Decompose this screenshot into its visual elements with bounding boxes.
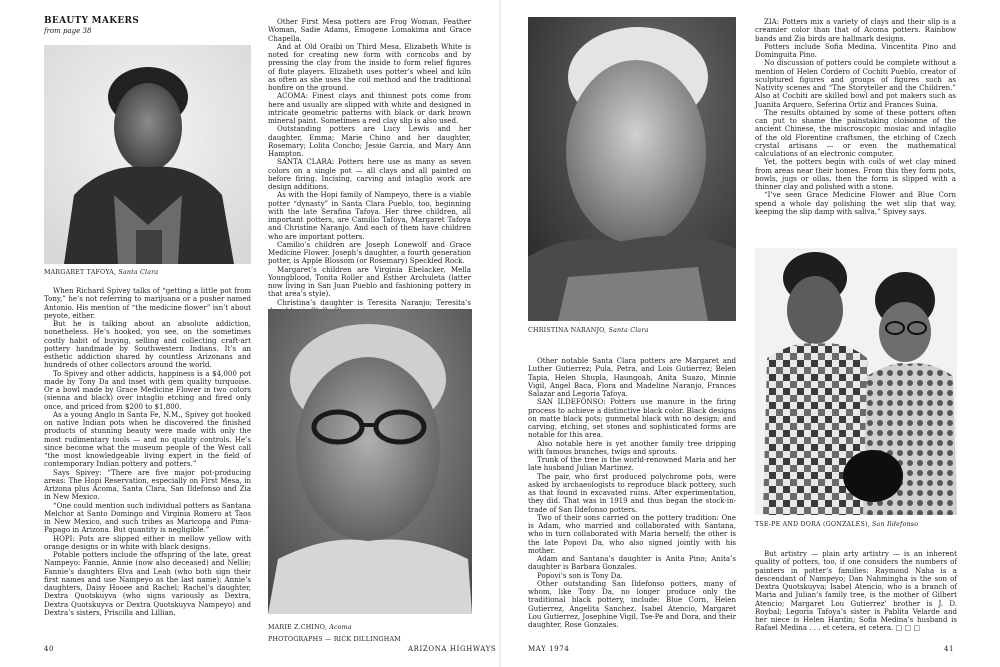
paragraph: “I’ve seen Grace Medicine Flower and Blue Corn spend a whole day polishing the wet slip that way, keeping the slip damp with saliva,” Spivey says. — [755, 190, 956, 216]
paragraph: And at Old Oraibi on Third Mesa, Elizabeth White is noted for creating new form with corncobs and by pressing the clay from the inside to form relief figures of flute players. Elizabeth uses potter’s wheel and kiln as often as she uses the coil method and the traditional bonfire on the ground. — [268, 41, 471, 92]
paragraph: Two of their sons carried on the pottery tradition: One is Adam, who married and collaborated with Santana, who in turn collaborated with Maria herself; the other is the late Popovi Da, who also signed jointly with his mother. — [528, 512, 736, 555]
paragraph: Popovi’s son is Tony Da. — [537, 570, 623, 580]
issue-date: MAY 1974 — [528, 645, 570, 653]
paragraph: Outstanding potters are Lucy Lewis and her daughter, Emma; Marie Chino and her daughter, Rosemary; Lolita Concho; Jessie Garcia, and Mary Ann Hampton. — [268, 124, 471, 158]
photo-tse-pe-and-dora — [755, 248, 957, 515]
caption-name: TSE-PE AND DORA (GONZALES), — [755, 521, 870, 528]
paragraph: Christina’s daughter is Teresita Naranjo; Teresita’s — [277, 297, 471, 307]
paragraph: As with the Hopi family of Nampeyo, there is a viable potter “dynasty” in Santa Clara Pueblo, too, beginning with the late Serafina Tafoya. Her three children, all important potters, are Camilio Tafoya, Margaret Tafoya and Christine Naranjo. And each of them have children who are important potters. — [268, 190, 471, 241]
paragraph: Camilio’s children are Joseph Lonewolf and Grace Medicine Flower. Joseph’s daughter, a fourth generation potter, is Apple Blossom (or Rosemary) Speckled Rock. — [268, 239, 471, 266]
paragraph: Other First Mesa potters are Frog Woman, Feather Woman, Sadie Adams, Emogene Lomakima and Grace Chapella. — [268, 17, 471, 43]
paragraph: When Richard Spivey talks of “getting a little pot from Tony,” he’s not referring to marijuana or a pusher named Antonio. His mention of “the medicine flower” isn’t about peyote, either. — [44, 286, 251, 320]
caption-place: Acoma — [329, 624, 352, 631]
paragraph: Margaret’s children are Virginia Ebelacker, Mella Youngblood, Tonita Roller and Esther Archuleta (latter now living in San Juan Pueblo and fashioning pottery in that area’s style). — [268, 264, 471, 299]
paragraph: HOPI: Pots are slipped either in mellow yellow with orange designs or in white with black designs. — [44, 533, 251, 551]
paragraph: To Spivey and other addicts, happiness is a $4,000 pot made by Tony Da and inset with gem quality turquoise. Or a bowl made by Grace Medicine Flower in two colors (sienna and black) over intaglio etching and fired only once, and priced from $200 to $1,800. — [44, 368, 251, 411]
caption-tse-pe-and-dora — [755, 521, 918, 528]
portrait-image — [44, 45, 251, 264]
paragraph: Adam and Santana’s daughter is Anita Pino; Anita’s daughter is Barbara Gonzales. — [528, 554, 736, 572]
caption-name: CHRISTINA NARANJO, — [528, 327, 607, 334]
caption-margaret-tafoya — [44, 269, 158, 276]
text-column-5 — [755, 550, 957, 633]
caption-marie-chino — [268, 624, 352, 631]
portrait-image — [268, 309, 472, 614]
page-number-left: 40 — [44, 645, 55, 653]
paragraph: The pair, who first produced polychrome pots, were asked by archaeologists to reproduce black pottery, such as that found in excavated ruins. After experimentation, they did. That was in 1919 and thus began the stock-in-trade of San Ildefonso potters. — [528, 471, 736, 514]
caption-christina-naranjo — [528, 327, 649, 334]
caption-place: San Ildefonso — [872, 521, 919, 528]
caption-place: Santa Clara — [608, 327, 649, 334]
text-column-3 — [528, 357, 736, 629]
paragraph: But artistry — plain arty artistry — is an inherent quality of potters, too, if one considers the numbers of painters in potter’s families: Raymond Naha is a descendant of Nampeyo; Dan Nahmingha is the son of Dextra Quotskuyva; Isabel Atencio, who is a branch of Maria and Julian’s family tree, is the mother of Gilbert Atencio; Margaret Lou Gutierrez’ brother is J. D. Roybal; Legoria Tafoya’s sister is Pablita Velarde and her niece is Helen Hardin; Sofia Medina’s husband is Rafael Medina . . . et cetera, et cetera. □ □ □ — [755, 549, 957, 633]
photo-credit: PHOTOGRAPHS — RICK DILLINGHAM — [268, 636, 401, 643]
continued-from: from page 38 — [44, 27, 92, 35]
page-number-right: 41 — [944, 645, 955, 653]
paragraph: Other outstanding San Ildefonso potters, many of whom, like Tony Da, no longer produce only the traditional black pottery, include: Blue Corn, Helen Gutierrez, Angelita Sanchez, Isabel Atencio, Margaret Lou Gutierrez, Josephine Vigil, Tse-Pe and Dora, and their daughter, Rose Gonzales. — [528, 578, 736, 629]
magazine-name: ARIZONA HIGHWAYS — [408, 645, 497, 653]
paragraph: SAN ILDEFONSO: Potters use manure in the firing process to achieve a distinctive black color. Black designs on matte black pots; gunmetal black with no design; and carving, etching, set stones and sophisticated forms are notable for this area. — [528, 397, 736, 440]
photo-marie-chino — [268, 309, 472, 614]
text-column-1 — [44, 287, 251, 617]
portrait-image — [528, 17, 736, 321]
paragraph: But he is talking about an absolute addiction, nonetheless. He’s hooked, you see, on the sometimes costly habit of buying, selling and collecting craft-art pottery handmade by Southwestern Indians. It’s an esthetic addiction shared by countless Arizonans and hundreds of other collectors around the world. — [44, 319, 251, 370]
paragraph: Potable potters include the offspring of the late, great Nampeyo: Fannie, Annie (now also deceased) and Nellie; Fannie’s daughters Elva and Leah (who both sign their first names and use Nampeyo as the last name); Annie’s daughters, Daisy Hooee and Rachel; Rachel’s daughter, Dextra Quotskuyva (who signs variously as Dextra, Dextra Quotskuyva or Dextra Quotskuyva Nampeyo) and Dextra’s sisters, Priscilla and Lillian. — [44, 550, 251, 617]
paragraph: “One could mention such individual potters as Santana Melchor at Santo Domingo and Virginia Romero at Taos in New Mexico, and such tribes as Maricopa and Pima-Papago in Arizona. But quantity is negligible.” — [44, 500, 251, 535]
paragraph: Other notable Santa Clara potters are Margaret and Luther Gutierrez; Pula, Petra, and Lois Gutierrez; Belen Tapia, Helen Shupla, Haungoah, Anita Suazo, Minnie Vigil, Angel Baca, Flora and Madeline Naranjo, Frances Salazar and Legoria Tafoya. — [528, 356, 736, 398]
text-column-4 — [755, 18, 956, 216]
text-column-2 — [268, 18, 471, 315]
page-gutter — [499, 0, 501, 667]
paragraph: Yet, the potters begin with coils of wet clay mined from areas near their homes. From this they form pots, bowls, jugs or ollas, then the form is slipped with a thinner clay and polished with a stone. — [755, 157, 956, 191]
paragraph: ACOMA: Finest clays and thinnest pots come from here and usually are slipped with white and designed in intricate geometric patterns with black or dark brown mineral paint. Sometimes a red clay slip is also used. — [268, 91, 471, 125]
paragraph: As a young Anglo in Santa Fe, N.M., Spivey got hooked on native Indian pots when he discovered the finished products of stunning beauty were made with only the most rudimentary tools — and no quality controls. He’s since become what the museum people of the West call “the most knowledgeable living expert in the field of contemporary Indian pottery and potters.” — [44, 409, 251, 469]
caption-name: MARIE Z.CHINO, — [268, 624, 327, 631]
paragraph: ZIA: Potters mix a variety of clays and their slip is a creamier color than that of Acoma potters. Rainbow bands and Zia birds are hallmark designs. — [755, 17, 956, 43]
article-title: BEAUTY MAKERS — [44, 16, 140, 26]
paragraph: Potters include Sofia Medina, Vincentita Pino and Dominguita Pino. — [755, 41, 956, 59]
photo-christina-naranjo — [528, 17, 736, 321]
paragraph: Trunk of the tree is the world-renowned Maria and her late husband Julian Martinez. — [528, 455, 736, 473]
caption-place: Santa Clara — [118, 269, 159, 276]
paragraph: SANTA CLARA: Potters here use as many as seven colors on a single pot — all clays and all painted on before firing. Incising, carving and intaglio work are design additions. — [268, 157, 471, 191]
paragraph: Says Spivey: “There are five major pot-producing areas: The Hopi Reservation, especially on First Mesa, in Arizona plus Acoma, Santa Clara, San Ildefonso and Zia in New Mexico. — [44, 467, 251, 502]
portrait-image — [755, 248, 957, 515]
paragraph: Also notable here is yet another family tree dripping with famous branches, twigs and sprouts. — [528, 438, 736, 456]
photo-margaret-tafoya — [44, 45, 251, 264]
caption-name: MARGARET TAFOYA, — [44, 269, 117, 276]
paragraph: The results obtained by some of these potters often can put to shame the painstaking cloisonne of the ancient Chinese, the miscroscopic mosiac and intaglio of the old Florentine craftsmen, the etching of Czech crystal artisans — or even the mathematical calculations of an electronic computer. — [755, 107, 956, 158]
paragraph: No discussion of potters could be complete without a mention of Helen Cordero of Cochiti Pueblo, creator of sculptured figures and groups of figures such as Nativity scenes and “The Storyteller and the Children.” Also at Cochiti are skilled bowl and pot makers such as Juanita Arquero, Seferina Ortiz and Frances Suina. — [755, 58, 956, 109]
